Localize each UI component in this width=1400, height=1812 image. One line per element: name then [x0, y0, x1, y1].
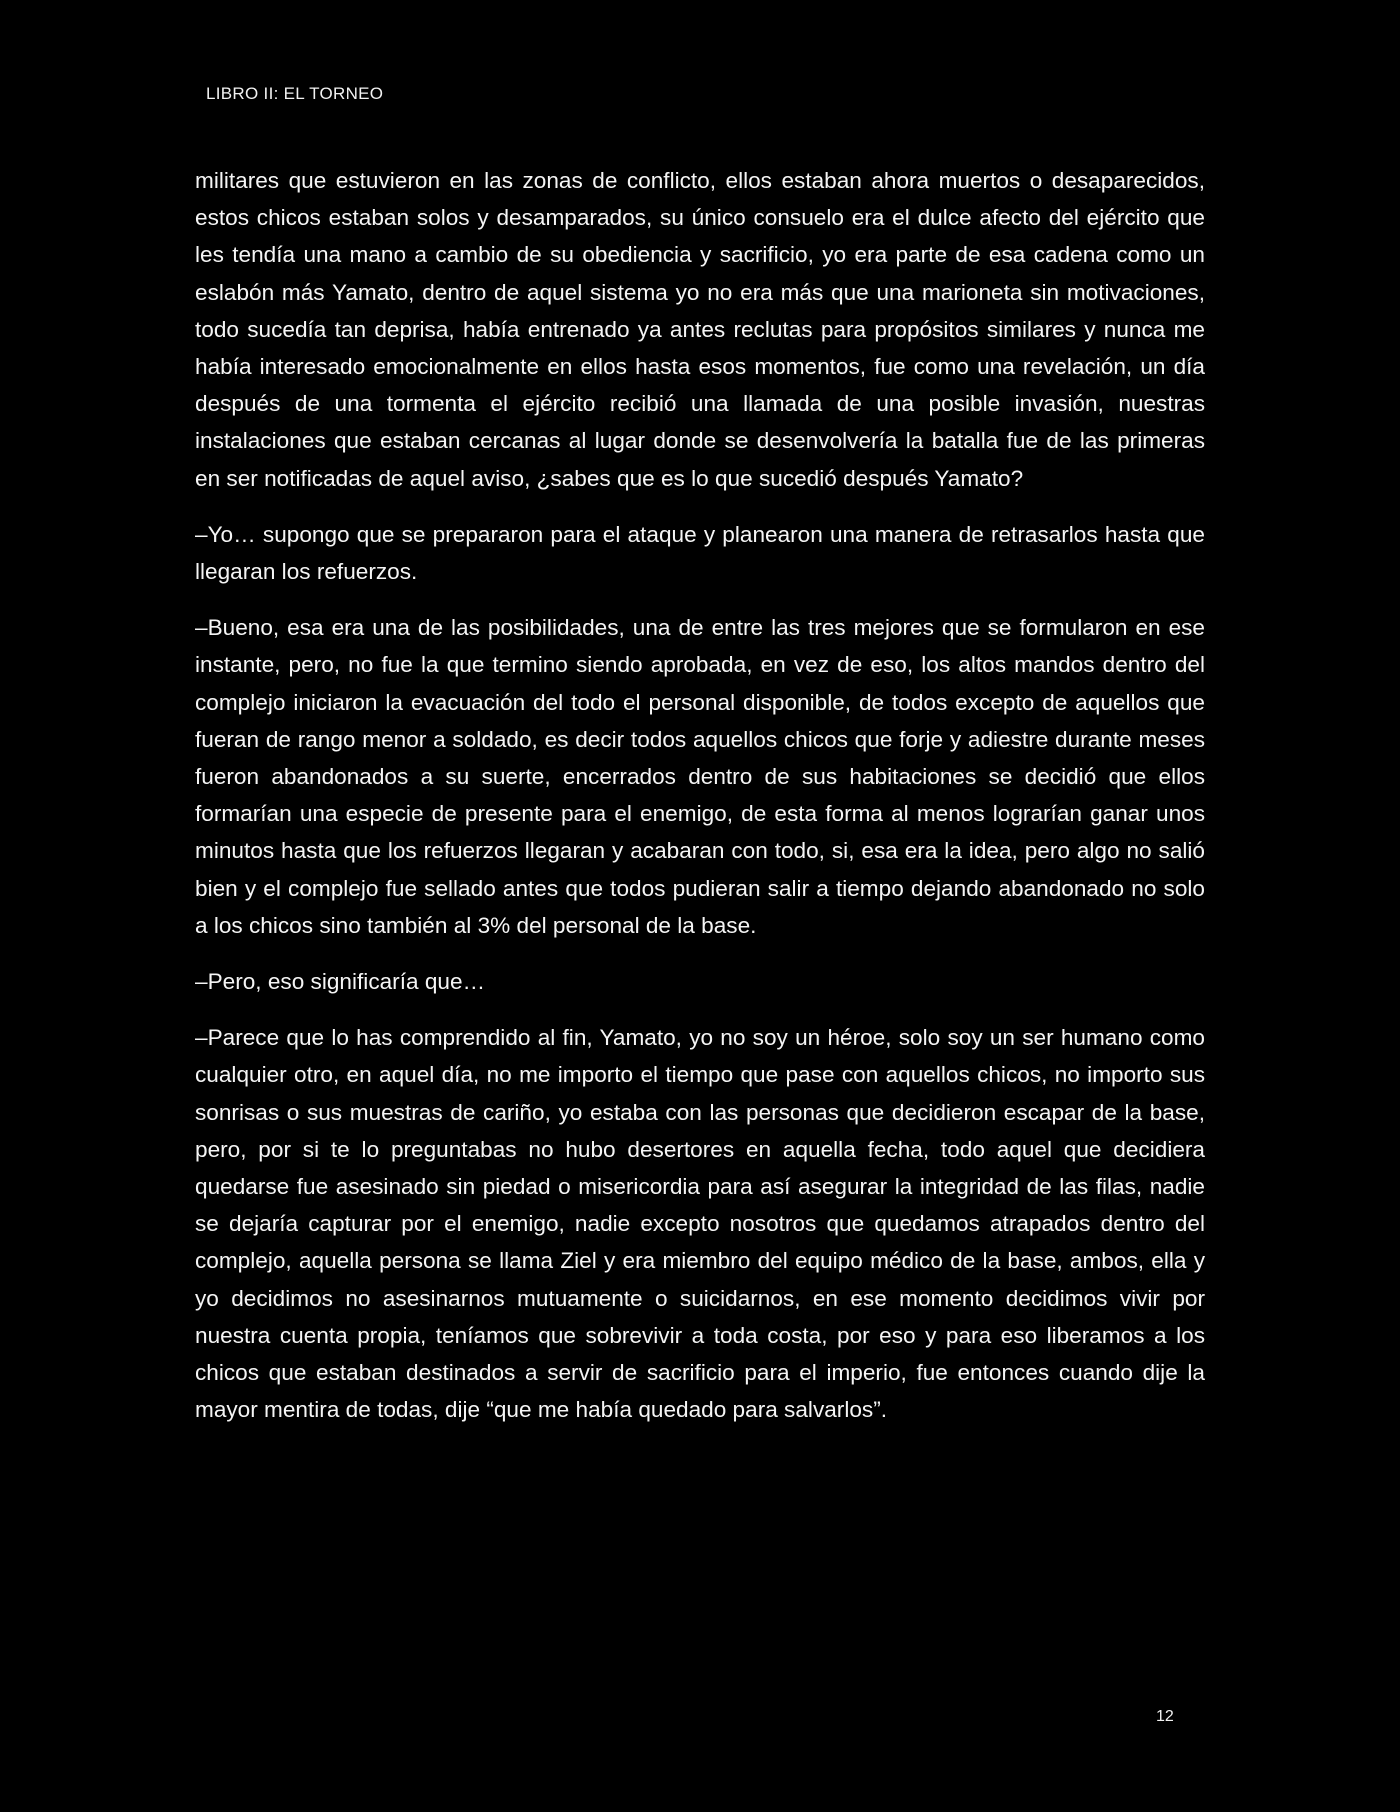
paragraph: –Bueno, esa era una de las posibilidades, una de entre las tres mejores que se formularon en ese instante, pero, no fue la que termino siendo aprobada, en vez de eso, los altos mandos dentro del complejo iniciaron la evacuación del todo el personal disponible, de todos excepto de aquellos que fueran de rango menor a soldado, es decir todos aquellos chicos que forje y adiestre durante meses fueron abandonados a su suerte, encerrados dentro de sus habitaciones se decidió que ellos formarían una especie de presente para el enemigo, de esta forma al menos lograrían ganar unos minutos hasta que los refuerzos llegaran y acabaran con todo, si, esa era la idea, pero algo no salió bien y el complejo fue sellado antes que todos pudieran salir a tiempo dejando abandonado no solo a los chicos sino también al 3% del personal de la base. — [195, 615, 1205, 938]
paragraph: –Yo… supongo que se prepararon para el ataque y planearon una manera de retrasarlos hasta que llegaran los refuerzos. — [195, 521, 1205, 585]
body-text — [195, 162, 1205, 1448]
paragraph: –Pero, eso significaría que… — [195, 969, 486, 995]
paragraph: –Parece que lo has comprendido al fin, Yamato, yo no soy un héroe, solo soy un ser humano como cualquier otro, en aquel día, no me importo el tiempo que pase con aquellos chicos, no importo sus sonrisas o sus muestras de cariño, yo estaba con las personas que decidieron escapar de la base, pero, por si te lo preguntabas no hubo desertores en aquella fecha, todo aquel que decidiera quedarse fue asesinado sin piedad o misericordia para así asegurar la integridad de las filas, nadie se dejaría capturar por el enemigo, nadie excepto nosotros que quedamos atrapados dentro del complejo, aquella persona se llama Ziel y era miembro del equipo médico de la base, ambos, ella y yo decidimos no asesinarnos mutuamente o suicidarnos, en ese momento decidimos vivir por nuestra cuenta propia, teníamos que sobrevivir a toda costa, por eso y para eso liberamos a los chicos que estaban destinados a servir de sacrificio para el imperio, fue entonces cuando dije la mayor mentira de todas, dije “que me había quedado para salvarlos”. — [195, 1025, 1205, 1423]
running-header: LIBRO II: EL TORNEO — [206, 84, 384, 103]
page-number: 12 — [1156, 1708, 1174, 1725]
paragraph: militares que estuvieron en las zonas de conflicto, ellos estaban ahora muertos o desaparecidos, estos chicos estaban solos y desamparados, su único consuelo era el dulce afecto del ejército que les tendía una mano a cambio de su obediencia y sacrificio, yo era parte de esa cadena como un eslabón más Yamato, dentro de aquel sistema yo no era más que una marioneta sin motivaciones, todo sucedía tan deprisa, había entrenado ya antes reclutas para propósitos similares y nunca me había interesado emocionalmente en ellos hasta esos momentos, fue como una revelación, un día después de una tormenta el ejército recibió una llamada de una posible invasión, nuestras instalaciones que estaban cercanas al lugar donde se desenvolvería la batalla fue de las primeras en ser notificadas de aquel aviso, ¿sabes que es lo que sucedió después Yamato? — [195, 168, 1205, 491]
